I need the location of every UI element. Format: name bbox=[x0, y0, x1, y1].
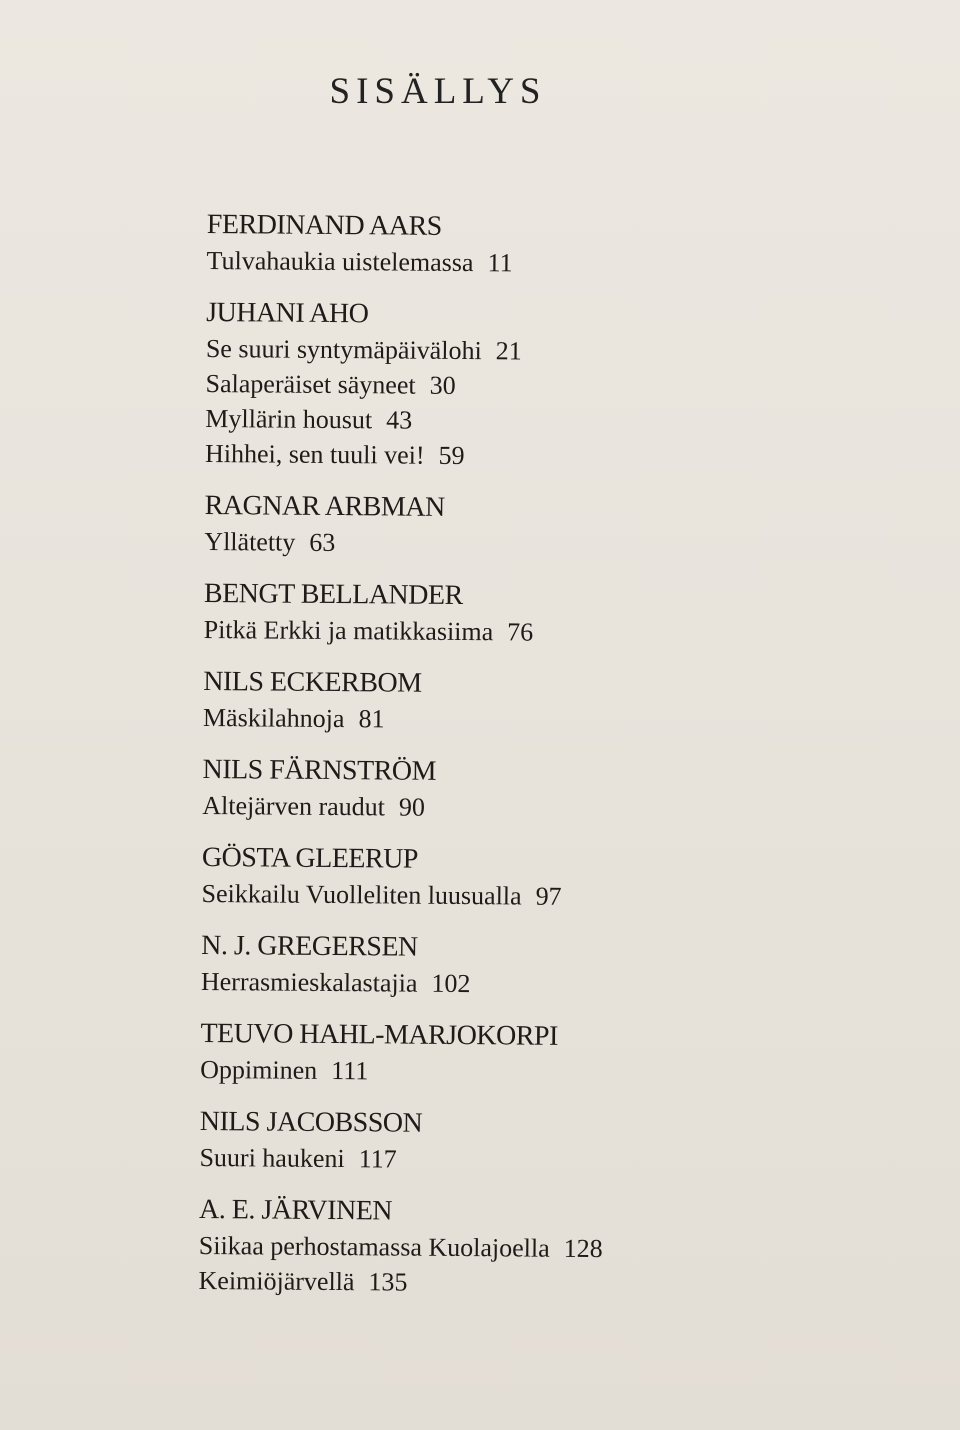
work-title: Keimiöjärvellä bbox=[198, 1265, 355, 1297]
toc-entry bbox=[204, 488, 905, 564]
page-number: 81 bbox=[358, 704, 385, 734]
work-title: Mäskilahnoja bbox=[202, 702, 345, 734]
page-number: 21 bbox=[495, 336, 522, 366]
work-item bbox=[205, 401, 905, 441]
work-title: Altejärven raudut bbox=[202, 790, 386, 822]
author-name: RAGNAR ARBMAN bbox=[204, 489, 445, 523]
toc-entry bbox=[205, 295, 906, 476]
table-of-contents bbox=[198, 207, 907, 1320]
author-name: BENGT BELLANDER bbox=[203, 577, 463, 612]
work-title: Oppiminen bbox=[200, 1054, 318, 1085]
author-name: NILS FÄRNSTRÖM bbox=[202, 753, 437, 787]
toc-entry bbox=[199, 1104, 900, 1180]
author-name: N. J. GREGERSEN bbox=[201, 929, 418, 963]
page-number: 97 bbox=[535, 881, 562, 911]
page-number: 117 bbox=[358, 1144, 397, 1174]
work-item bbox=[205, 366, 905, 406]
toc-entry bbox=[201, 928, 902, 1004]
toc-entry bbox=[201, 840, 902, 916]
work-title: Yllätetty bbox=[204, 526, 296, 557]
author-name: GÖSTA GLEERUP bbox=[201, 841, 419, 875]
work-item bbox=[198, 1263, 898, 1303]
work-title: Salaperäiset säyneet bbox=[205, 368, 416, 400]
work-title: Seikkailu Vuolleliten luusualla bbox=[201, 878, 522, 911]
work-title: Suuri haukeni bbox=[199, 1142, 345, 1174]
toc-entry bbox=[198, 1192, 899, 1303]
work-title: Se suuri syntymäpäivälohi bbox=[205, 333, 482, 366]
work-item bbox=[204, 612, 904, 652]
work-title: Tulvahaukia uistelemassa bbox=[206, 245, 474, 278]
author-name: FERDINAND AARS bbox=[206, 208, 442, 242]
page-number: 111 bbox=[331, 1056, 369, 1086]
work-item bbox=[206, 331, 906, 371]
page-number: 76 bbox=[507, 617, 534, 647]
work-title: Pitkä Erkki ja matikkasiima bbox=[203, 614, 494, 647]
toc-entry bbox=[203, 664, 904, 740]
work-item bbox=[201, 964, 901, 1004]
author-name: TEUVO HAHL-MARJOKORPI bbox=[200, 1017, 559, 1052]
toc-entry bbox=[206, 207, 907, 283]
toc-entry bbox=[202, 752, 903, 828]
work-item bbox=[199, 1228, 899, 1268]
work-item bbox=[206, 243, 906, 283]
work-title: Myllärin housut bbox=[205, 403, 373, 435]
author-name: NILS ECKERBOM bbox=[203, 665, 422, 699]
author-name: NILS JACOBSSON bbox=[199, 1105, 423, 1139]
work-item bbox=[202, 788, 902, 828]
work-item bbox=[204, 524, 904, 564]
page-number: 11 bbox=[487, 248, 513, 278]
page-number: 90 bbox=[398, 792, 426, 822]
author-name: JUHANI AHO bbox=[206, 296, 369, 330]
toc-entry bbox=[200, 1016, 901, 1092]
author-name: A. E. JÄRVINEN bbox=[199, 1193, 393, 1227]
work-item bbox=[205, 436, 905, 476]
work-item bbox=[203, 700, 903, 740]
page-number: 59 bbox=[438, 440, 465, 471]
work-title: Herrasmieskalastajia bbox=[200, 966, 418, 998]
work-title: Siikaa perhostamassa Kuolajoella bbox=[198, 1230, 550, 1263]
page-number: 135 bbox=[368, 1267, 408, 1297]
page-number: 63 bbox=[309, 527, 336, 558]
work-item bbox=[199, 1140, 899, 1180]
page-number: 102 bbox=[431, 968, 471, 999]
work-item bbox=[201, 876, 901, 916]
page-number: 30 bbox=[429, 370, 456, 400]
work-item bbox=[200, 1052, 900, 1092]
work-title: Hihhei, sen tuuli vei! bbox=[204, 438, 425, 470]
page-number: 128 bbox=[563, 1233, 603, 1264]
toc-entry bbox=[204, 576, 905, 652]
page-number: 43 bbox=[386, 405, 413, 435]
page-title: SISÄLLYS bbox=[329, 71, 547, 112]
